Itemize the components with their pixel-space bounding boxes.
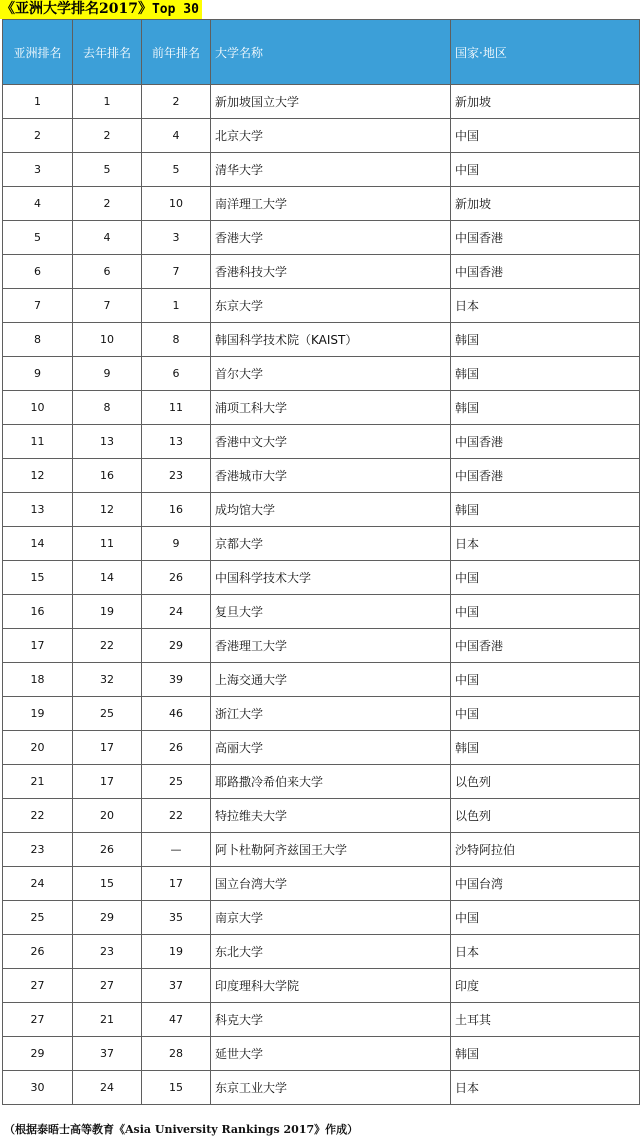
cell-university: 南洋理工大学 [211,187,451,221]
header-last-year-rank: 去年排名 [73,20,142,85]
cell-asia-rank: 18 [3,663,73,697]
cell-asia-rank: 1 [3,85,73,119]
cell-last-year-rank: 10 [73,323,142,357]
cell-university: 中国科学技术大学 [211,561,451,595]
cell-region: 新加坡 [451,187,640,221]
cell-asia-rank: 5 [3,221,73,255]
cell-asia-rank: 30 [3,1071,73,1105]
cell-region: 中国香港 [451,629,640,663]
cell-asia-rank: 9 [3,357,73,391]
cell-region: 中国台湾 [451,867,640,901]
cell-prev-year-rank: 4 [142,119,211,153]
table-row [3,765,640,799]
cell-last-year-rank: 12 [73,493,142,527]
cell-last-year-rank: 15 [73,867,142,901]
ranking-table [2,19,640,1105]
cell-prev-year-rank: 8 [142,323,211,357]
cell-university: 浙江大学 [211,697,451,731]
cell-last-year-rank: 26 [73,833,142,867]
cell-last-year-rank: 7 [73,289,142,323]
cell-asia-rank: 16 [3,595,73,629]
cell-region: 中国香港 [451,221,640,255]
cell-university: 首尔大学 [211,357,451,391]
cell-asia-rank: 29 [3,1037,73,1071]
cell-university: 香港中文大学 [211,425,451,459]
cell-last-year-rank: 5 [73,153,142,187]
cell-prev-year-rank: 26 [142,731,211,765]
cell-last-year-rank: 25 [73,697,142,731]
table-row [3,697,640,731]
cell-asia-rank: 13 [3,493,73,527]
cell-region: 韩国 [451,493,640,527]
cell-region: 韩国 [451,391,640,425]
cell-university: 清华大学 [211,153,451,187]
cell-asia-rank: 25 [3,901,73,935]
cell-asia-rank: 17 [3,629,73,663]
table-body [3,85,640,1105]
cell-prev-year-rank: 7 [142,255,211,289]
cell-prev-year-rank: 46 [142,697,211,731]
cell-prev-year-rank: 2 [142,85,211,119]
cell-university: 香港理工大学 [211,629,451,663]
cell-asia-rank: 6 [3,255,73,289]
cell-region: 日本 [451,1071,640,1105]
cell-asia-rank: 24 [3,867,73,901]
cell-last-year-rank: 2 [73,119,142,153]
cell-prev-year-rank: 29 [142,629,211,663]
cell-asia-rank: 14 [3,527,73,561]
cell-university: 香港科技大学 [211,255,451,289]
cell-last-year-rank: 21 [73,1003,142,1037]
cell-asia-rank: 12 [3,459,73,493]
table-row [3,561,640,595]
cell-university: 阿卜杜勒阿齐兹国王大学 [211,833,451,867]
cell-region: 中国 [451,119,640,153]
table-row [3,119,640,153]
cell-asia-rank: 10 [3,391,73,425]
cell-prev-year-rank: 11 [142,391,211,425]
cell-region: 日本 [451,289,640,323]
cell-asia-rank: 23 [3,833,73,867]
cell-region: 韩国 [451,357,640,391]
table-row [3,187,640,221]
cell-last-year-rank: 8 [73,391,142,425]
cell-prev-year-rank: 39 [142,663,211,697]
table-row [3,1037,640,1071]
table-row [3,391,640,425]
cell-last-year-rank: 16 [73,459,142,493]
cell-region: 韩国 [451,323,640,357]
table-row [3,663,640,697]
cell-university: 印度理科大学院 [211,969,451,1003]
header-university: 大学名称 [211,20,451,85]
cell-prev-year-rank: 19 [142,935,211,969]
cell-region: 中国 [451,901,640,935]
title-suffix: Top 30 [151,2,199,17]
table-row [3,935,640,969]
cell-university: 新加坡国立大学 [211,85,451,119]
table-row [3,221,640,255]
cell-university: 耶路撒冷希伯来大学 [211,765,451,799]
cell-university: 延世大学 [211,1037,451,1071]
cell-asia-rank: 19 [3,697,73,731]
table-row [3,85,640,119]
cell-university: 东京大学 [211,289,451,323]
header-prev-year-rank: 前年排名 [142,20,211,85]
cell-region: 印度 [451,969,640,1003]
cell-last-year-rank: 23 [73,935,142,969]
table-row [3,833,640,867]
cell-prev-year-rank: 6 [142,357,211,391]
header-region: 国家·地区 [451,20,640,85]
cell-university: 韩国科学技术院（KAIST） [211,323,451,357]
cell-last-year-rank: 17 [73,731,142,765]
cell-prev-year-rank: 28 [142,1037,211,1071]
cell-last-year-rank: 27 [73,969,142,1003]
table-row [3,289,640,323]
cell-asia-rank: 3 [3,153,73,187]
cell-university: 高丽大学 [211,731,451,765]
table-row [3,323,640,357]
cell-region: 沙特阿拉伯 [451,833,640,867]
cell-university: 科克大学 [211,1003,451,1037]
table-row [3,357,640,391]
cell-asia-rank: 8 [3,323,73,357]
cell-region: 中国 [451,561,640,595]
cell-prev-year-rank: 10 [142,187,211,221]
cell-prev-year-rank: 5 [142,153,211,187]
cell-prev-year-rank: 24 [142,595,211,629]
cell-last-year-rank: 14 [73,561,142,595]
cell-region: 日本 [451,935,640,969]
cell-last-year-rank: 11 [73,527,142,561]
cell-last-year-rank: 24 [73,1071,142,1105]
table-row [3,425,640,459]
table-row [3,969,640,1003]
cell-region: 中国 [451,153,640,187]
cell-university: 北京大学 [211,119,451,153]
cell-prev-year-rank: 37 [142,969,211,1003]
cell-prev-year-rank: 35 [142,901,211,935]
cell-university: 南京大学 [211,901,451,935]
cell-last-year-rank: 9 [73,357,142,391]
cell-prev-year-rank: 13 [142,425,211,459]
cell-region: 新加坡 [451,85,640,119]
cell-university: 香港城市大学 [211,459,451,493]
cell-last-year-rank: 6 [73,255,142,289]
cell-region: 中国 [451,663,640,697]
cell-last-year-rank: 32 [73,663,142,697]
cell-university: 浦项工科大学 [211,391,451,425]
cell-last-year-rank: 17 [73,765,142,799]
cell-asia-rank: 22 [3,799,73,833]
cell-asia-rank: 4 [3,187,73,221]
cell-last-year-rank: 29 [73,901,142,935]
cell-last-year-rank: 1 [73,85,142,119]
cell-last-year-rank: 20 [73,799,142,833]
cell-last-year-rank: 19 [73,595,142,629]
cell-last-year-rank: 4 [73,221,142,255]
table-row [3,1071,640,1105]
cell-region: 以色列 [451,765,640,799]
cell-asia-rank: 26 [3,935,73,969]
cell-prev-year-rank: 3 [142,221,211,255]
table-row [3,1003,640,1037]
cell-prev-year-rank: 1 [142,289,211,323]
cell-asia-rank: 27 [3,969,73,1003]
cell-region: 中国 [451,697,640,731]
table-row [3,867,640,901]
cell-asia-rank: 15 [3,561,73,595]
cell-asia-rank: 11 [3,425,73,459]
cell-prev-year-rank: 25 [142,765,211,799]
table-row [3,527,640,561]
cell-prev-year-rank: 23 [142,459,211,493]
cell-prev-year-rank: 9 [142,527,211,561]
table-row [3,493,640,527]
cell-region: 日本 [451,527,640,561]
cell-university: 特拉维夫大学 [211,799,451,833]
cell-university: 国立台湾大学 [211,867,451,901]
cell-region: 土耳其 [451,1003,640,1037]
cell-region: 中国香港 [451,459,640,493]
page-title [0,0,202,19]
cell-prev-year-rank: 47 [142,1003,211,1037]
cell-asia-rank: 20 [3,731,73,765]
cell-region: 韩国 [451,1037,640,1071]
table-header-row [3,20,640,85]
table-row [3,799,640,833]
cell-prev-year-rank: 26 [142,561,211,595]
cell-last-year-rank: 37 [73,1037,142,1071]
table-row [3,731,640,765]
table-row [3,901,640,935]
table-row [3,255,640,289]
table-row [3,153,640,187]
cell-region: 中国 [451,595,640,629]
cell-asia-rank: 21 [3,765,73,799]
cell-region: 以色列 [451,799,640,833]
cell-university: 京都大学 [211,527,451,561]
cell-university: 成均馆大学 [211,493,451,527]
cell-university: 复旦大学 [211,595,451,629]
cell-prev-year-rank: 22 [142,799,211,833]
table-row [3,595,640,629]
cell-prev-year-rank: 16 [142,493,211,527]
cell-region: 中国香港 [451,425,640,459]
cell-asia-rank: 2 [3,119,73,153]
cell-region: 韩国 [451,731,640,765]
cell-last-year-rank: 22 [73,629,142,663]
cell-last-year-rank: 2 [73,187,142,221]
table-row [3,459,640,493]
cell-last-year-rank: 13 [73,425,142,459]
cell-university: 上海交通大学 [211,663,451,697]
cell-asia-rank: 27 [3,1003,73,1037]
cell-university: 香港大学 [211,221,451,255]
cell-prev-year-rank: 17 [142,867,211,901]
header-asia-rank: 亚洲排名 [3,20,73,85]
title-main: 《亚洲大学排名2017》 [1,1,152,17]
cell-region: 中国香港 [451,255,640,289]
cell-university: 东北大学 [211,935,451,969]
cell-prev-year-rank: — [142,833,211,867]
cell-university: 东京工业大学 [211,1071,451,1105]
source-footnote: （根据泰晤士高等教育《Asia University Rankings 2017》作成） [4,1123,359,1136]
table-row [3,629,640,663]
cell-prev-year-rank: 15 [142,1071,211,1105]
cell-asia-rank: 7 [3,289,73,323]
